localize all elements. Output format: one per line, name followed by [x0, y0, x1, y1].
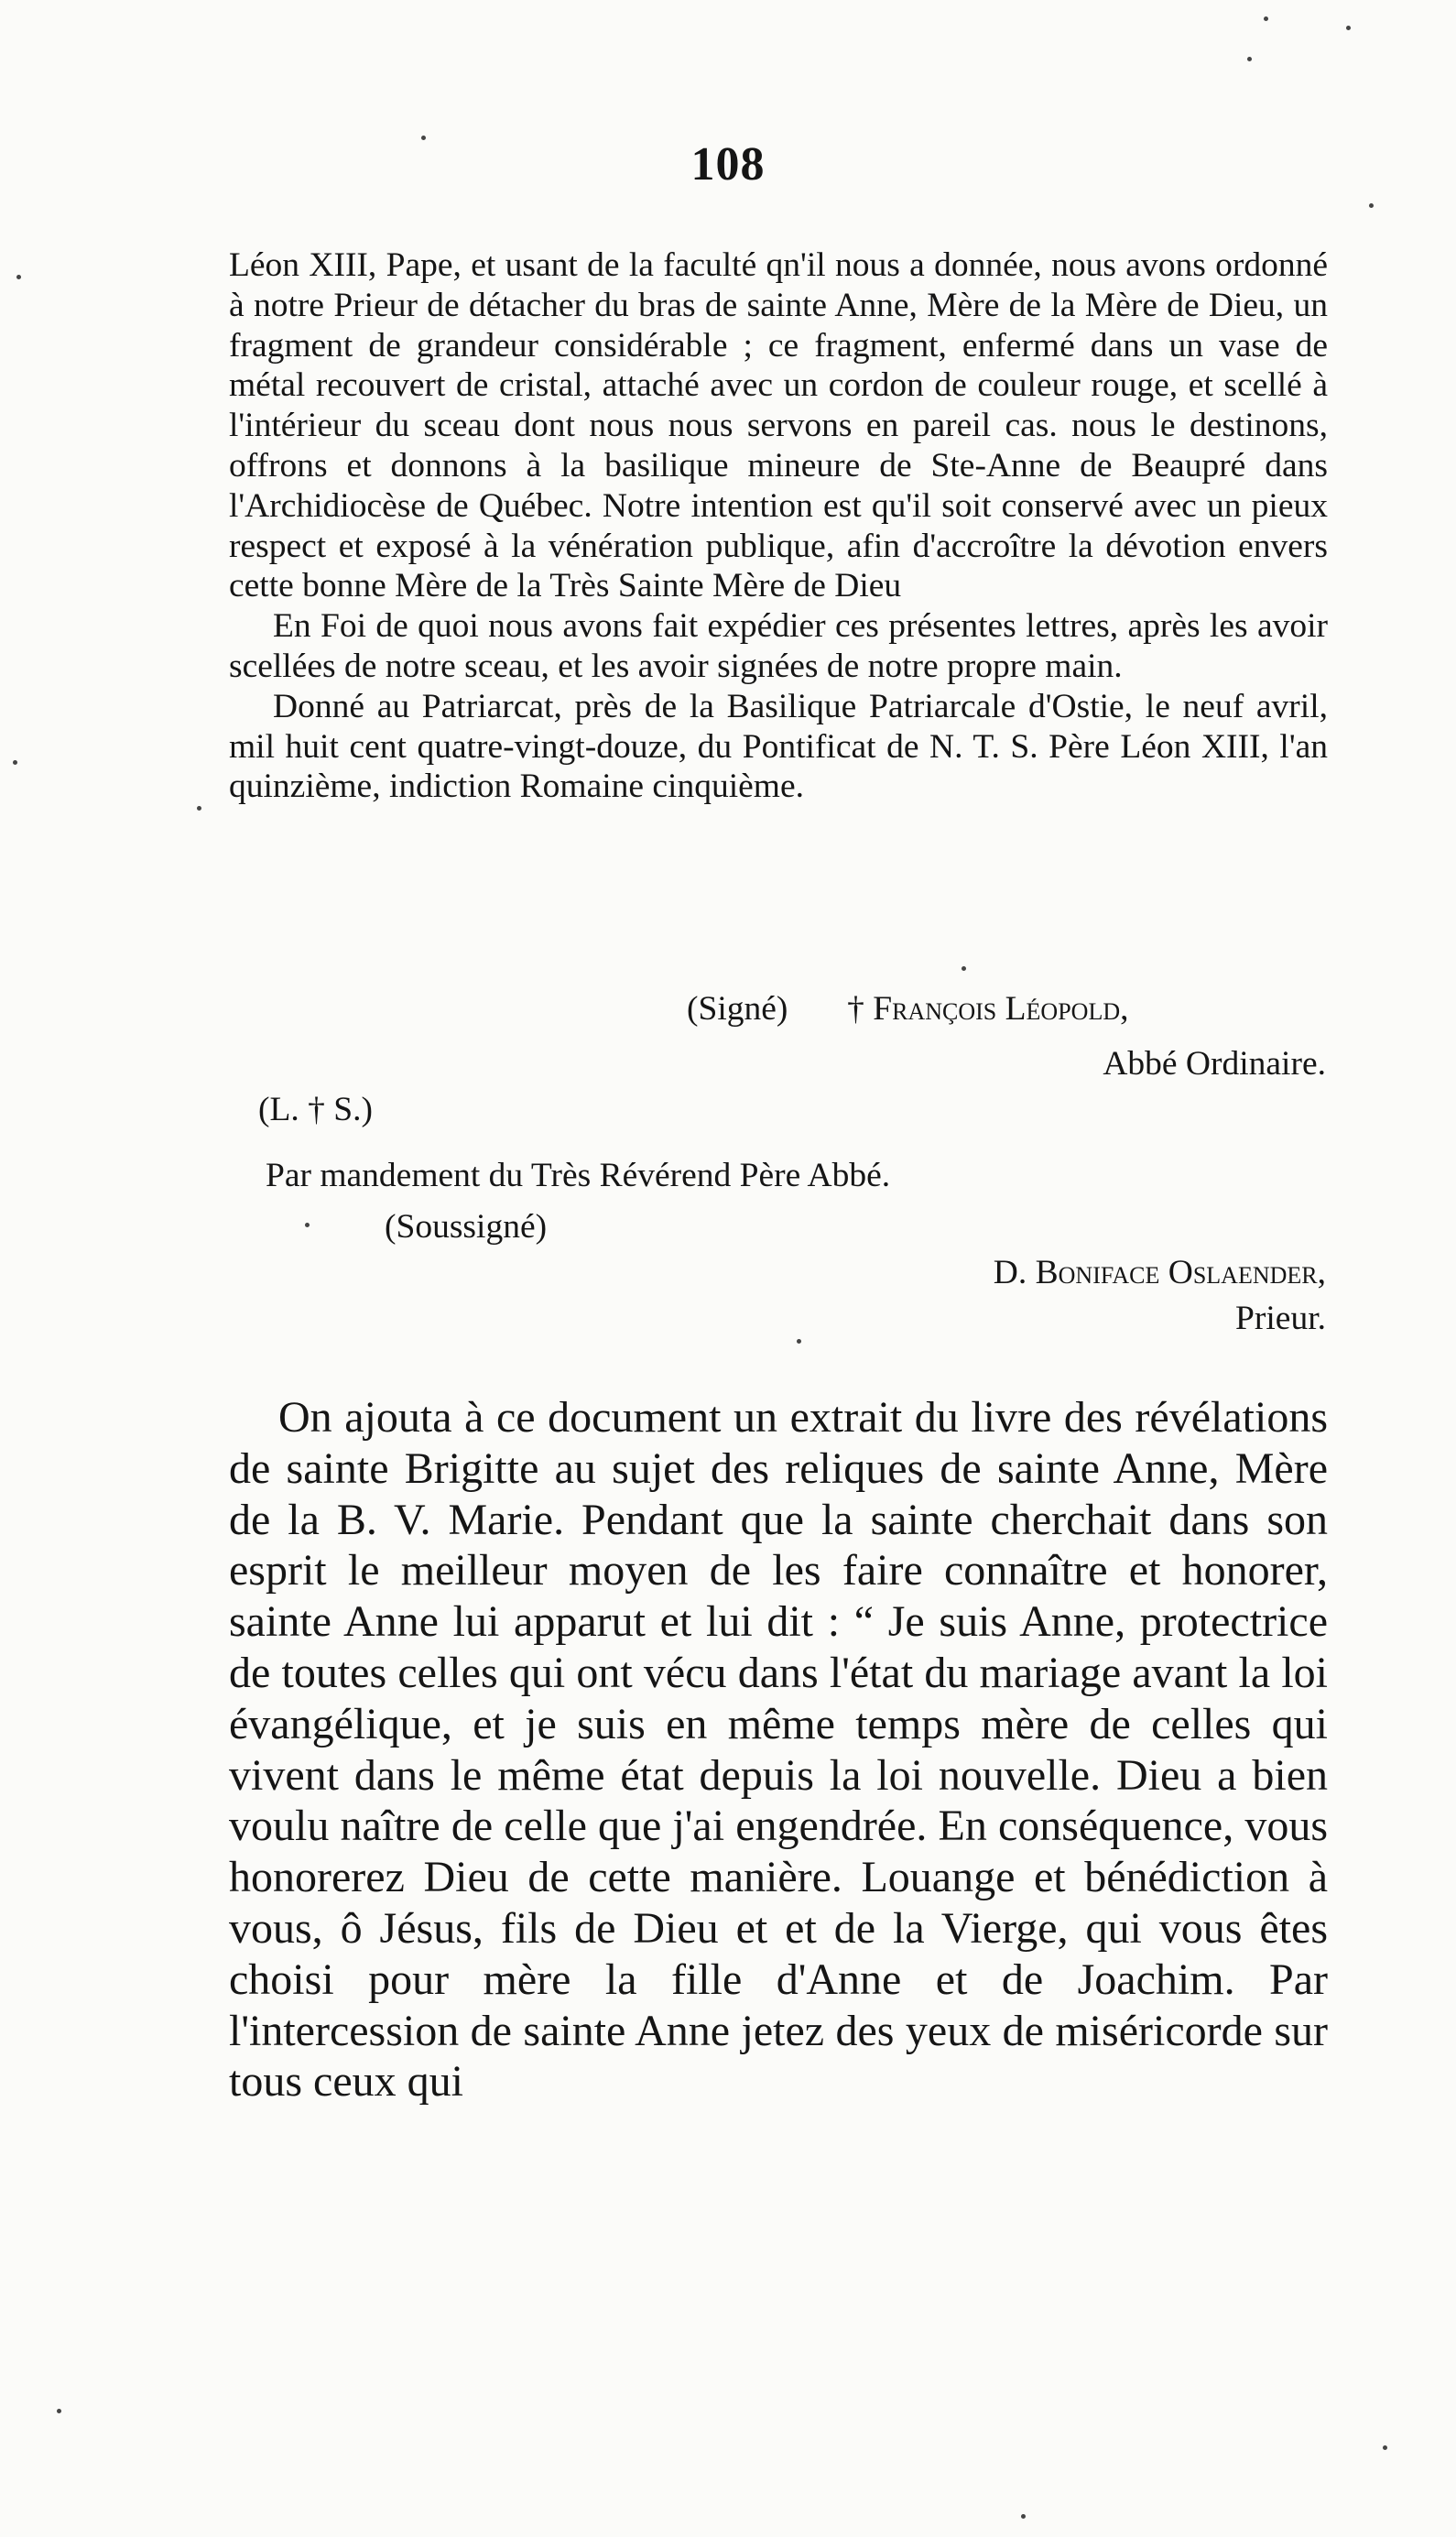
scan-speck: [197, 806, 201, 811]
scan-speck: [1346, 26, 1351, 30]
narrative-paragraph: On ajouta à ce document un extrait du livre des révélations de sainte Brigitte au sujet des reliques de sainte Anne, Mère de la B. V. Marie. Pendant que la sainte cherchait dans son esprit le meilleur moyen de les faire connaître et honorer, sainte Anne lui apparut et lui dit : “ Je suis Anne, protectrice de toutes celles qui ont vécu dans l'état du mariage avant la loi évangélique, et je suis en même temps mère de celles qui vivent dans le même état depuis la loi nouvelle. Dieu a bien voulu naître de celle que j'ai engendrée. En conséquence, vous honorerez Dieu de cette manière. Louange et bénédiction à vous, ô Jésus, fils de Dieu et et de la Vierge, qui vous êtes choisi pour mère la fille d'Anne et de Joachim. Par l'intercession de sainte Anne jetez des yeux de miséricorde sur tous ceux qui: [229, 1393, 1328, 2107]
letter-paragraph: En Foi de quoi nous avons fait expédier ces présentes lettres, après les avoir scellées de notre sceau, et les avoir signées de notre propre main.: [229, 607, 1328, 685]
signed-label: (Signé): [687, 990, 788, 1028]
scan-speck: [962, 966, 966, 971]
letter-paragraph: Léon XIII, Pape, et usant de la faculté qn'il nous a donnée, nous avons ordonné à notre Prieur de détacher du bras de sainte Anne, Mère de la Mère de Dieu, un fragment de grandeur considérable ; ce fragment, enfermé dans un vase de métal recouvert de cristal, attaché avec un cordon de couleur rouge, et scellé à l'intérieur du sceau dont nous nous servons en pareil cas. nous le destinons, offrons et donnons à la basilique mineure de Ste-Anne de Beaupré dans l'Archidiocèse de Québec. Notre intention est qu'il soit conservé avec un pieux respect et exposé à la vénération publique, afin d'accroître la dévotion envers cette bonne Mère de la Très Sainte Mère de Dieu: [229, 246, 1328, 605]
scan-speck: [1021, 2514, 1026, 2519]
papal-letter-text: [229, 245, 1328, 807]
scan-speck: [16, 275, 21, 279]
signer-title: Abbé Ordinaire.: [1103, 1045, 1326, 1083]
signature-line: [687, 989, 1128, 1029]
seal-mark: (L. † S.): [258, 1091, 373, 1128]
scan-speck: [57, 2409, 61, 2413]
scan-speck: [797, 1339, 801, 1344]
prior-name: D. Boniface Oslaender,: [993, 1254, 1326, 1291]
scan-speck: [305, 1223, 310, 1227]
page-number: 108: [690, 138, 766, 191]
scan-speck: [1264, 16, 1268, 21]
scan-speck: [1383, 2445, 1387, 2450]
mandate-line: Par mandement du Très Révérend Père Abbé.: [266, 1157, 891, 1194]
scan-speck: [1369, 203, 1374, 208]
cross-symbol: †: [847, 990, 864, 1028]
narrative-text: [229, 1392, 1328, 2107]
scan-speck: [1247, 57, 1252, 61]
signer-name: François Léopold,: [873, 990, 1129, 1028]
letter-paragraph: Donné au Patriarcat, près de la Basilique Patriarcale d'Ostie, le neuf avril, mil huit cent quatre-vingt-douze, du Pontificat de N. T. S. Père Léon XIII, l'an quinzième, indiction Romaine cinquième.: [229, 687, 1328, 806]
scan-speck: [421, 136, 426, 140]
countersigned-label: (Soussigné): [385, 1208, 548, 1246]
prior-title: Prieur.: [1235, 1300, 1326, 1337]
scan-speck: [13, 760, 17, 765]
